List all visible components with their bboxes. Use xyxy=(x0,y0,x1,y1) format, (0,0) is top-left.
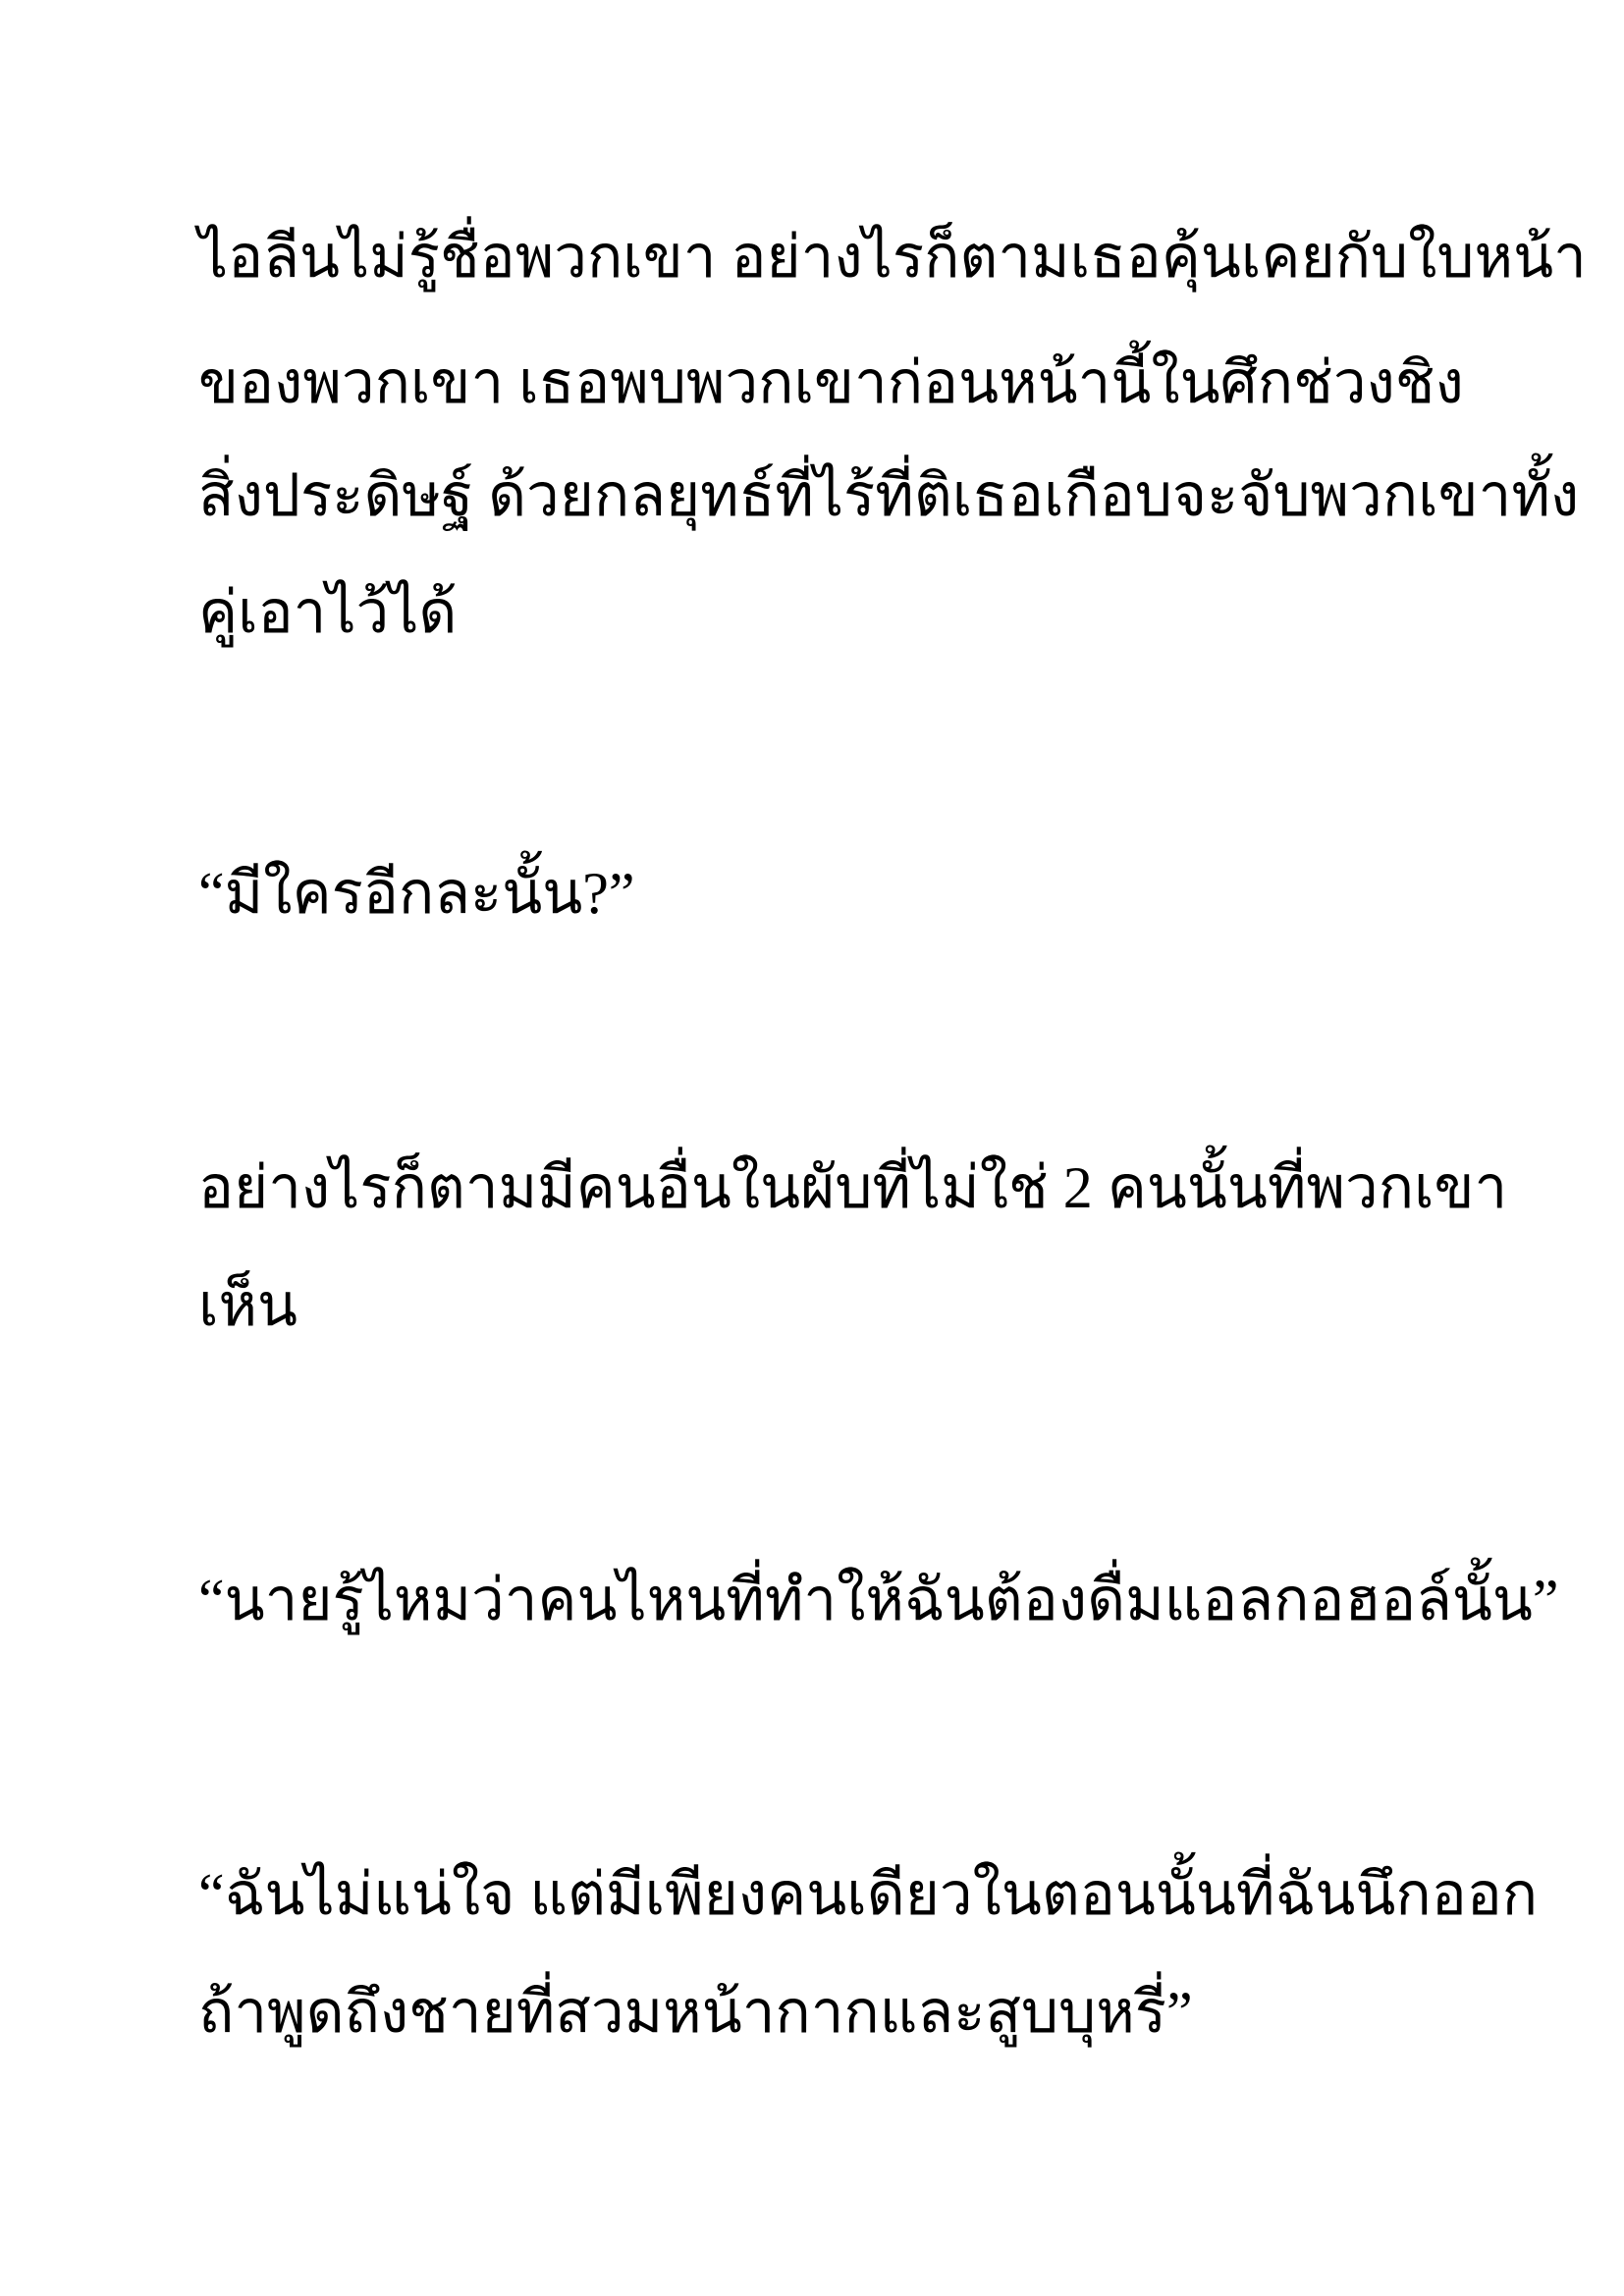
dialogue-line: “นายรู้ไหมว่าคนไหนที่ทำให้ฉันต้องดื่มแอลกอฮอล์นั้น” xyxy=(198,1568,1559,1632)
paragraph-line: สิ่งประดิษฐ์ ด้วยกลยุทธ์ที่ไร้ที่ติเธอเกือบจะจับพวกเขาทั้ง xyxy=(198,463,1580,528)
dialogue-line: ถ้าพูดถึงชายที่สวมหน้ากากและสูบบุหรี่” xyxy=(198,1980,1193,2045)
paragraph-line: ไอลีนไม่รู้ชื่อพวกเขา อย่างไรก็ตามเธอคุ้นเคยกับใบหน้า xyxy=(198,225,1587,290)
paragraph-line: คู่เอาไว้ได้ xyxy=(198,580,458,645)
paragraph-line: อย่างไรก็ตามมีคนอื่นในผับที่ไม่ใช่ 2 คนนั้นที่พวกเขา xyxy=(198,1155,1508,1220)
paragraph-line: ของพวกเขา เธอพบพวกเขาก่อนหน้านี้ในศึกช่วงชิง xyxy=(198,350,1464,415)
dialogue-line: “ฉันไม่แน่ใจ แต่มีเพียงคนเดียวในตอนนั้นที่ฉันนึกออก xyxy=(198,1862,1539,1927)
dialogue-line: “มีใครอีกละนั้น?” xyxy=(198,861,635,926)
paragraph-line: เห็น xyxy=(198,1273,298,1338)
